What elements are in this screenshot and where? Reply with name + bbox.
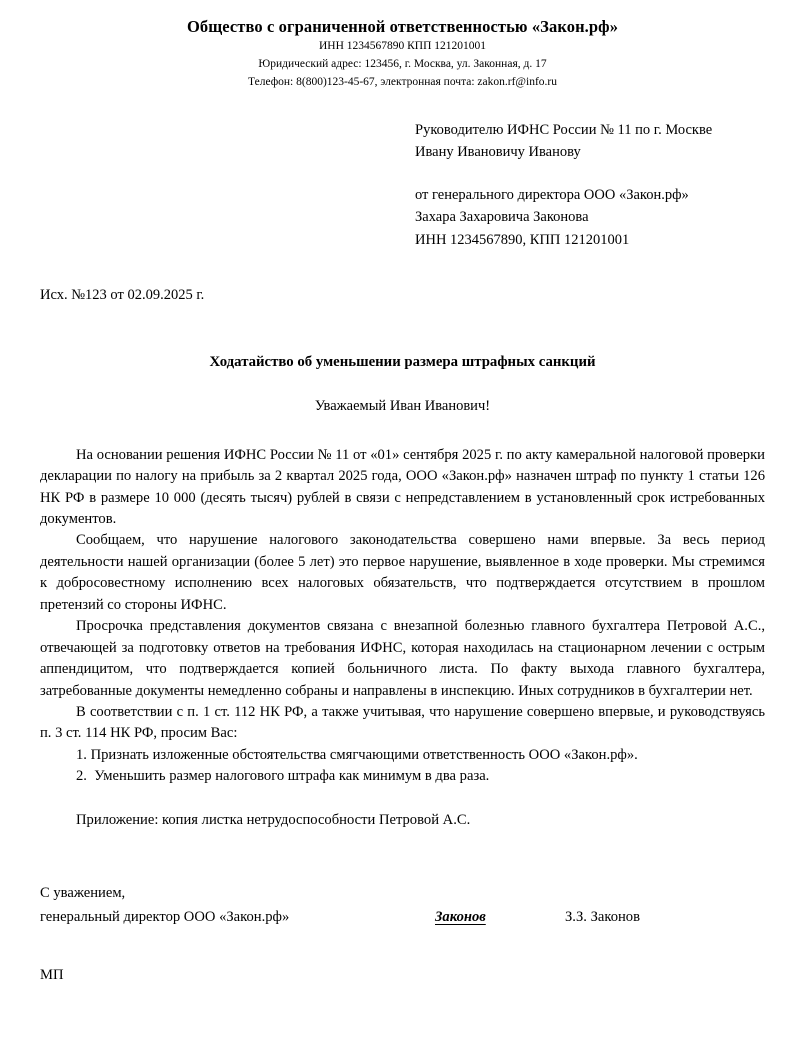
outgoing-reference: Исх. №123 от 02.09.2025 г. [40,287,205,304]
sender-name: Захара Захаровича Законова [415,209,589,226]
signature-closing: С уважением, [40,885,126,902]
request-item-2: 2. Уменьшить размер налогового штрафа как минимум в два раза. [76,768,490,785]
greeting-line: Уважаемый Иван Иванович! [314,397,491,414]
sender-role: от генерального директора ООО «Закон.рф» [415,186,689,203]
document-title: Ходатайство об уменьшении размера штрафных санкций [209,353,596,370]
body-paragraph-1: На основании решения ИФНС России № 11 от «01» сентября 2025 г. по акту камеральной налоговой проверки декларации по налогу на прибыль за 2 квартал 2025 года, ООО «Закон.рф» назначен штраф по пункту 1 статьи 126 НК РФ в размере 10 000 (десять тысяч) рублей в связи с непредставлением в установленный срок истребованных документов. [40,446,765,528]
company-name: Общество с ограниченной ответственностью «Закон.рф» [186,17,619,36]
document-body [40,445,765,788]
letterhead [40,0,765,92]
signature-role: генеральный директор ООО «Закон.рф» [40,909,290,926]
body-paragraph-4: В соответствии с п. 1 ст. 112 НК РФ, а также учитывая, что нарушение совершено впервые, и руководствуясь п. 3 ст. 114 НК РФ, просим Вас: [40,703,765,742]
recipient-title: Руководителю ИФНС России № 11 по г. Москве [415,121,713,138]
signature-row [40,907,765,929]
sender-group [415,184,765,251]
company-tax-ids: ИНН 1234567890 КПП 121201001 [318,40,487,53]
document-content [40,0,765,987]
recipient-name: Ивану Ивановичу Иванову [415,144,581,161]
company-contacts: Телефон: 8(800)123-45-67, электронная почта: zakon.rf@info.ru [248,75,557,88]
sender-tax-ids: ИНН 1234567890, КПП 121201001 [415,231,630,248]
signature-name: З.З. Законов [565,909,640,926]
recipient-group [415,119,765,164]
body-paragraph-3: Просрочка представления документов связана с внезапной болезнью главного бухгалтера Петровой А.С., отвечающей за подготовку ответов на требования ИФНС, которая находилась на стационарном лечении с острым аппендицитом, что подтверждается копией больничного листа. По факту выхода главного бухгалтера, затребованные документы немедленно собраны и направлены в инспекцию. Иных сотрудников в бухгалтерии нет. [40,618,765,699]
handwritten-signature: Законов [435,909,486,926]
stamp-placeholder: МП [40,966,64,983]
addressee-block [415,119,765,251]
request-item-1: 1. Признать изложенные обстоятельства смягчающими ответственность ООО «Закон.рф». [76,746,638,763]
attachment-line: Приложение: копия листка нетрудоспособности Петровой А.С. [76,811,471,828]
body-paragraph-2: Сообщаем, что нарушение налогового законодательства совершено нами впервые. За весь период деятельности нашей организации (более 5 лет) это первое нарушение, выявленное в ходе проверки. Мы стремимся к добросовестному исполнению всех налоговых обязательств, что подтверждается отсутствием в прошлом претензий со стороны ИФНС. [40,532,765,613]
signature-block [40,883,765,929]
company-legal-address: Юридический адрес: 123456, г. Москва, ул. Законная, д. 17 [258,58,547,71]
